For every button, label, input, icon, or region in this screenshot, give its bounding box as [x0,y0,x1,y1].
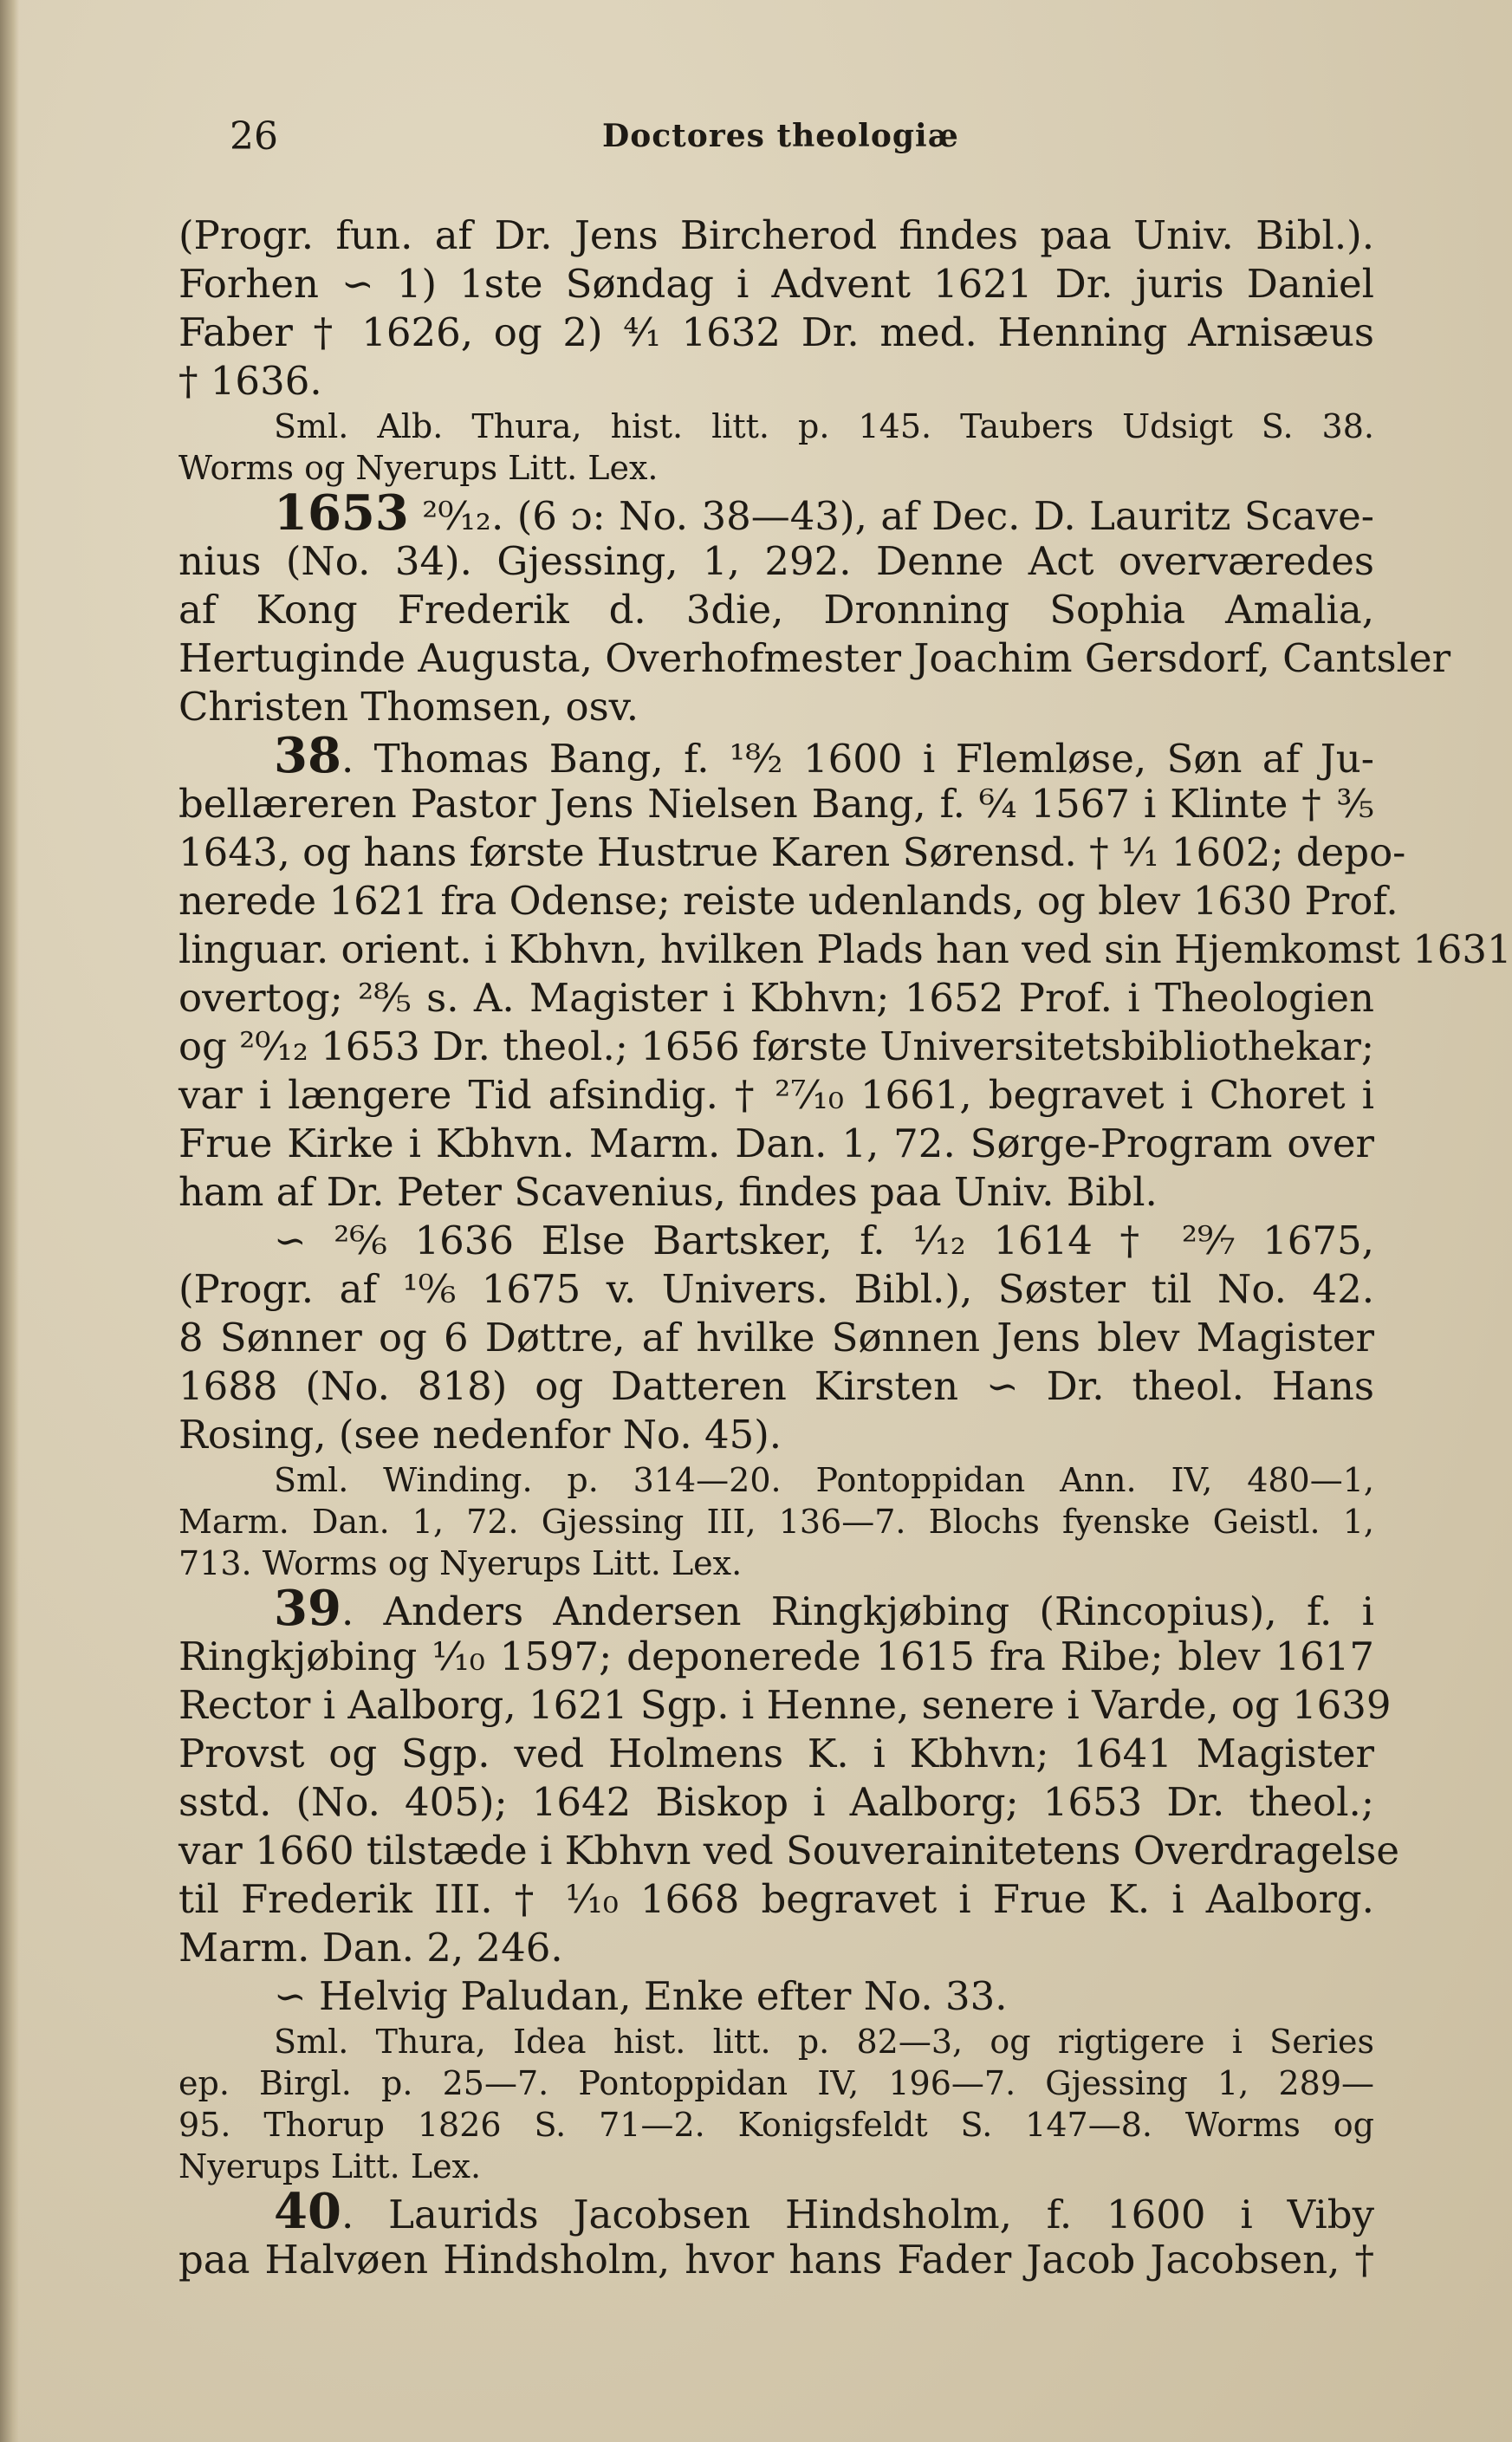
text-line: nerede 1621 fra Odense; reiste udenlands, og blev 1630 Prof. [178,878,1398,924]
entry-number-40: 40 [274,2183,341,2240]
text-line: paa Halvøen Hindsholm, hvor hans Fader Jacob Jacobsen, † [178,2237,1374,2283]
text-line: var i længere Tid afsindig. † ²⁷⁄₁₀ 1661, begravet i Choret i [178,1072,1374,1118]
text-line: 1688 (No. 818) og Datteren Kirsten ∽ Dr. theol. Hans [178,1363,1374,1409]
body-text [178,211,1512,2284]
text-line: Rector i Aalborg, 1621 Sgp. i Henne, senere i Varde, og 1639 [178,1682,1392,1728]
page-header [230,114,1347,166]
text-line: og ²⁰⁄₁₂ 1653 Dr. theol.; 1656 første Universitetsbibliothekar; [178,1023,1374,1069]
entry-38-line: 38. Thomas Bang, f. ¹⁸⁄₂ 1600 i Flemløse, Søn af Ju- [274,727,1374,784]
text-line: Marm. Dan. 2, 246. [178,1925,563,1971]
entry-number-39: 39 [274,1580,341,1637]
reference-line: Sml. Alb. Thura, hist. litt. p. 145. Taubers Udsigt S. 38. [274,407,1374,445]
page-gutter [0,0,19,2442]
reference-line: 713. Worms og Nyerups Litt. Lex. [178,1544,743,1582]
reference-line: Nyerups Litt. Lex. [178,2147,482,2185]
text-line: ∽ ²⁶⁄₆ 1636 Else Bartsker, f. ¹⁄₁₂ 1614 † ²⁹⁄₇ 1675, [274,1218,1374,1263]
text-line: 8 Sønner og 6 Døttre, af hvilke Sønnen Jens blev Magister [178,1315,1374,1361]
reference-line: 95. Thorup 1826 S. 71—2. Konigsfeldt S. 147—8. Worms og [178,2106,1374,2144]
text-line: til Frederik III. † ¹⁄₁₀ 1668 begravet i Frue K. i Aalborg. [178,1876,1374,1922]
text-line: ∽ Helvig Paludan, Enke efter No. 33. [274,1973,1008,2019]
text-line: ham af Dr. Peter Scavenius, findes paa Univ. Bibl. [178,1169,1158,1215]
reference-line: ep. Birgl. p. 25—7. Pontoppidan IV, 196—7. Gjessing 1, 289— [178,2064,1374,2102]
text-line: overtog; ²⁸⁄₅ s. A. Magister i Kbhvn; 1652 Prof. i Theologien [178,975,1374,1021]
text-line: sstd. (No. 405); 1642 Biskop i Aalborg; 1653 Dr. theol.; [178,1779,1374,1825]
text-line: linguar. orient. i Kbhvn, hvilken Plads han ved sin Hjemkomst 1631 [178,926,1512,972]
text-line: † 1636. [178,358,322,404]
page-number: 26 [230,114,278,159]
text-line: nius (No. 34). Gjessing, 1, 292. Denne Act overværedes [178,538,1374,584]
reference-line: Marm. Dan. 1, 72. Gjessing III, 136—7. Blochs fyenske Geistl. 1, [178,1503,1374,1541]
entry-39-line: 39. Anders Andersen Ringkjøbing (Rincopius), f. i [274,1580,1374,1637]
text-line: bellæreren Pastor Jens Nielsen Bang, f. ⁶⁄₄ 1567 i Klinte † ³⁄₅ [178,781,1374,827]
reference-line: Sml. Winding. p. 314—20. Pontoppidan Ann. IV, 480—1, [274,1461,1374,1499]
text-line: 1643, og hans første Hustrue Karen Sørensd. † ¹⁄₁ 1602; depo- [178,829,1406,875]
text-line: Forhen ∽ 1) 1ste Søndag i Advent 1621 Dr. juris Daniel [178,261,1374,307]
text-line: Ringkjøbing ¹⁄₁₀ 1597; deponerede 1615 fra Ribe; blev 1617 [178,1633,1374,1679]
entry-40-line: 40. Laurids Jacobsen Hindsholm, f. 1600 i Viby [274,2183,1374,2240]
text-line: af Kong Frederik d. 3die, Dronning Sophia Amalia, [178,587,1374,633]
reference-line: Sml. Thura, Idea hist. litt. p. 82—3, og rigtigere i Series [274,2023,1374,2061]
entry-number-38: 38 [274,727,341,784]
text-line: Faber † 1626, og 2) ⁴⁄₁ 1632 Dr. med. Henning Arnisæus [178,309,1374,355]
text-line: Provst og Sgp. ved Holmens K. i Kbhvn; 1641 Magister [178,1731,1374,1776]
year-1653-date: ²⁰⁄₁₂. [422,493,504,539]
reference-line: Worms og Nyerups Litt. Lex. [178,449,659,487]
text-line: (Progr. fun. af Dr. Jens Bircherod findes paa Univ. Bibl.). [178,212,1374,258]
text-line: (Progr. af ¹⁰⁄₆ 1675 v. Univers. Bibl.), Søster til No. 42. [178,1266,1374,1312]
year-1653-heading: 1653 [274,484,409,542]
running-title: Doctores theologiæ [602,118,959,154]
text-line: Frue Kirke i Kbhvn. Marm. Dan. 1, 72. Sørge-Program over [178,1120,1374,1166]
text-line: Rosing, (see nedenfor No. 45). [178,1412,782,1458]
entry-1653-line: 1653 ²⁰⁄₁₂. (6 ɔ: No. 38—43), af Dec. D. Lauritz Scave- [274,484,1375,542]
text-line: Hertuginde Augusta, Overhofmester Joachim Gersdorf, Cantsler [178,635,1451,681]
text-line: var 1660 tilstæde i Kbhvn ved Souverainitetens Overdragelse [178,1828,1399,1874]
text-line: Christen Thomsen, osv. [178,684,639,730]
